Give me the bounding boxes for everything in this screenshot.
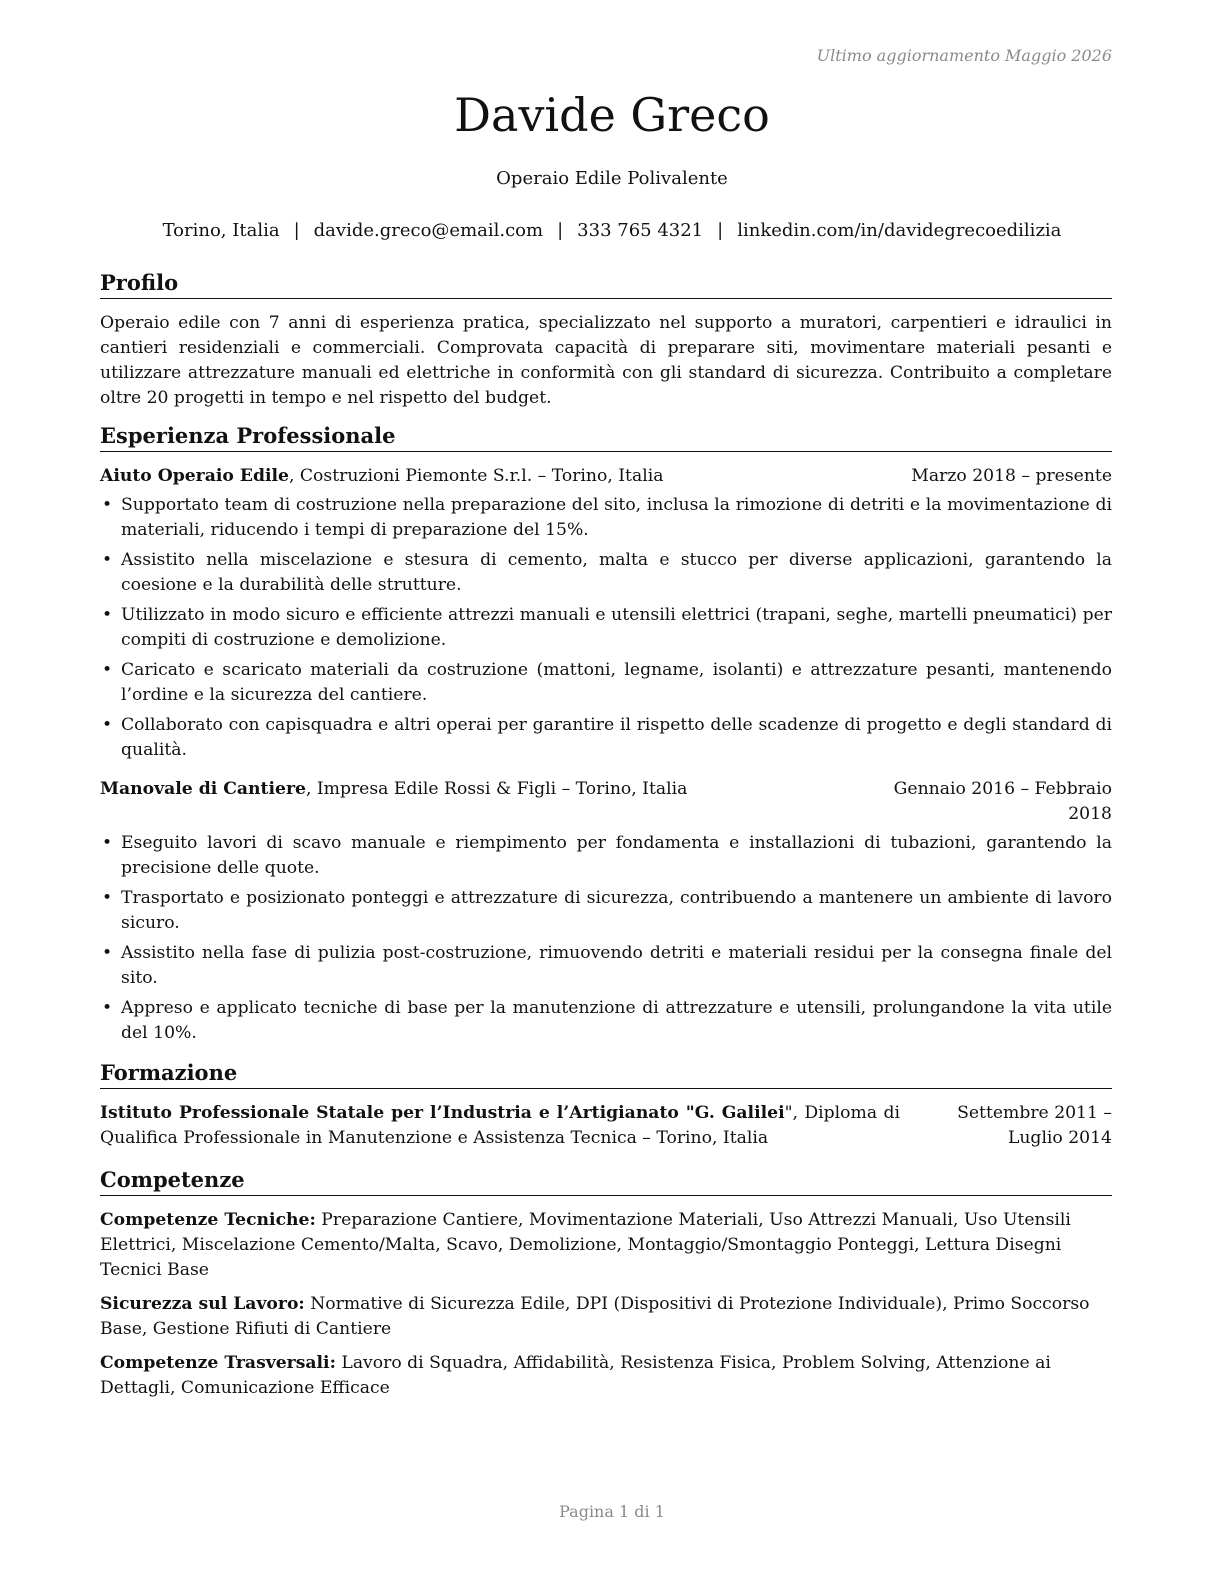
- skill-group: [100, 1292, 1112, 1342]
- list-item: • Collaborato con capisquadra e altri operai per garantire il rispetto delle scadenze di progetto e degli standard di qualità.: [100, 713, 1112, 763]
- job-dates: Gennaio 2016 – Febbraio 2018: [893, 779, 1112, 824]
- list-item: • Appreso e applicato tecniche di base per la manutenzione di attrezzature e utensili, prolungandone la vita utile del 10%.: [100, 996, 1112, 1046]
- resume-content: [100, 270, 1112, 1410]
- education-dates: Settembre 2011 – Luglio 2014: [957, 1103, 1112, 1148]
- list-item: • Assistito nella fase di pulizia post-costruzione, rimuovendo detriti e materiali residui per la consegna finale del sito.: [100, 941, 1112, 991]
- contact-location: Torino, Italia: [162, 220, 280, 241]
- skill-text: Preparazione Cantiere, Movimentazione Materiali, Uso Attrezzi Manuali, Uso Utensili Elettrici, Miscelazione Cemento/Malta, Scavo, Demolizione, Montaggio/Smontaggio Ponteggi, Lettura Disegni Tecnici Base: [100, 1210, 1071, 1280]
- separator: |: [717, 220, 724, 241]
- list-item: • Assistito nella miscelazione e stesura di cemento, malta e stucco per diverse applicazioni, garantendo la coesione e la durabilità delle strutture.: [100, 548, 1112, 598]
- skill-text: Lavoro di Squadra, Affidabilità, Resistenza Fisica, Problem Solving, Attenzione ai Dettagli, Comunicazione Efficace: [100, 1353, 1051, 1398]
- contact-line: [0, 220, 1224, 241]
- job-employer: , Costruzioni Piemonte S.r.l. – Torino, Italia: [288, 466, 664, 486]
- job-entry: [100, 777, 1112, 1046]
- separator: |: [293, 220, 300, 241]
- skill-label: Competenze Tecniche:: [100, 1210, 316, 1230]
- separator: |: [557, 220, 564, 241]
- last-updated: Ultimo aggiornamento Maggio 2026: [816, 46, 1112, 65]
- contact-linkedin[interactable]: linkedin.com/in/davidegrecoedilizia: [737, 220, 1062, 241]
- job-bullets: [100, 831, 1112, 1046]
- skill-text: Normative di Sicurezza Edile, DPI (Dispositivi di Protezione Individuale), Primo Soccorso Base, Gestione Rifiuti di Cantiere: [100, 1294, 1090, 1339]
- job-role-line: [100, 777, 687, 827]
- list-item: • Supportato team di costruzione nella preparazione del sito, inclusa la rimozione di detriti e la movimentazione di materiali, riducendo i tempi di preparazione del 15%.: [100, 493, 1112, 543]
- skill-group: [100, 1208, 1112, 1283]
- section-title-education: Formazione: [100, 1060, 1112, 1089]
- education-entry: [100, 1101, 1112, 1151]
- section-title-skills: Competenze: [100, 1167, 1112, 1196]
- job-role: Aiuto Operaio Edile: [100, 466, 289, 486]
- skill-label: Competenze Trasversali:: [100, 1353, 336, 1373]
- list-item: • Eseguito lavori di scavo manuale e riempimento per fondamenta e installazioni di tubazioni, garantendo la precisione delle quote.: [100, 831, 1112, 881]
- page-number: Pagina 1 di 1: [559, 1502, 665, 1521]
- skill-label: Sicurezza sul Lavoro:: [100, 1294, 305, 1314]
- contact-email[interactable]: davide.greco@email.com: [313, 220, 544, 241]
- job-header: [100, 777, 1112, 827]
- profile-text: Operaio edile con 7 anni di esperienza pratica, specializzato nel supporto a muratori, carpentieri e idraulici in cantieri residenziali e commerciali. Comprovata capacità di preparare siti, movimentare materiali pesanti e utilizzare attrezzature manuali ed elettriche in conformità con gli standard di sicurezza. Contribuito a completare oltre 20 progetti in tempo e nel rispetto del budget.: [100, 313, 1112, 408]
- list-item: • Trasportato e posizionato ponteggi e attrezzature di sicurezza, contribuendo a mantenere un ambiente di lavoro sicuro.: [100, 886, 1112, 936]
- list-item: • Utilizzato in modo sicuro e efficiente attrezzi manuali e utensili elettrici (trapani, seghe, martelli pneumatici) per compiti di costruzione e demolizione.: [100, 603, 1112, 653]
- job-dates: Marzo 2018 – presente: [911, 466, 1112, 486]
- job-title: Operaio Edile Polivalente: [496, 168, 728, 189]
- education-school: [100, 1101, 900, 1151]
- job-role: Manovale di Cantiere: [100, 779, 306, 799]
- education-school-name: Istituto Professionale Statale per l’Industria e l’Artigianato ": [100, 1103, 695, 1123]
- candidate-name: Davide Greco: [454, 88, 770, 142]
- education-degree: ", Diploma di Qualifica Professionale in Manutenzione e Assistenza Tecnica – Torino, Italia: [100, 1103, 900, 1148]
- section-title-profile: Profilo: [100, 270, 1112, 299]
- job-bullets: [100, 493, 1112, 763]
- job-employer: , Impresa Edile Rossi & Figli – Torino, Italia: [305, 779, 688, 799]
- list-item: • Caricato e scaricato materiali da costruzione (mattoni, legname, isolanti) e attrezzature pesanti, mantenendo l’ordine e la sicurezza del cantiere.: [100, 658, 1112, 708]
- section-title-experience: Esperienza Professionale: [100, 423, 1112, 452]
- skill-group: [100, 1351, 1112, 1401]
- education-school-name-2: G. Galilei: [694, 1103, 785, 1123]
- job-header: [100, 464, 1112, 489]
- contact-phone: 333 765 4321: [577, 220, 704, 241]
- job-entry: [100, 464, 1112, 763]
- job-role-line: [100, 464, 663, 489]
